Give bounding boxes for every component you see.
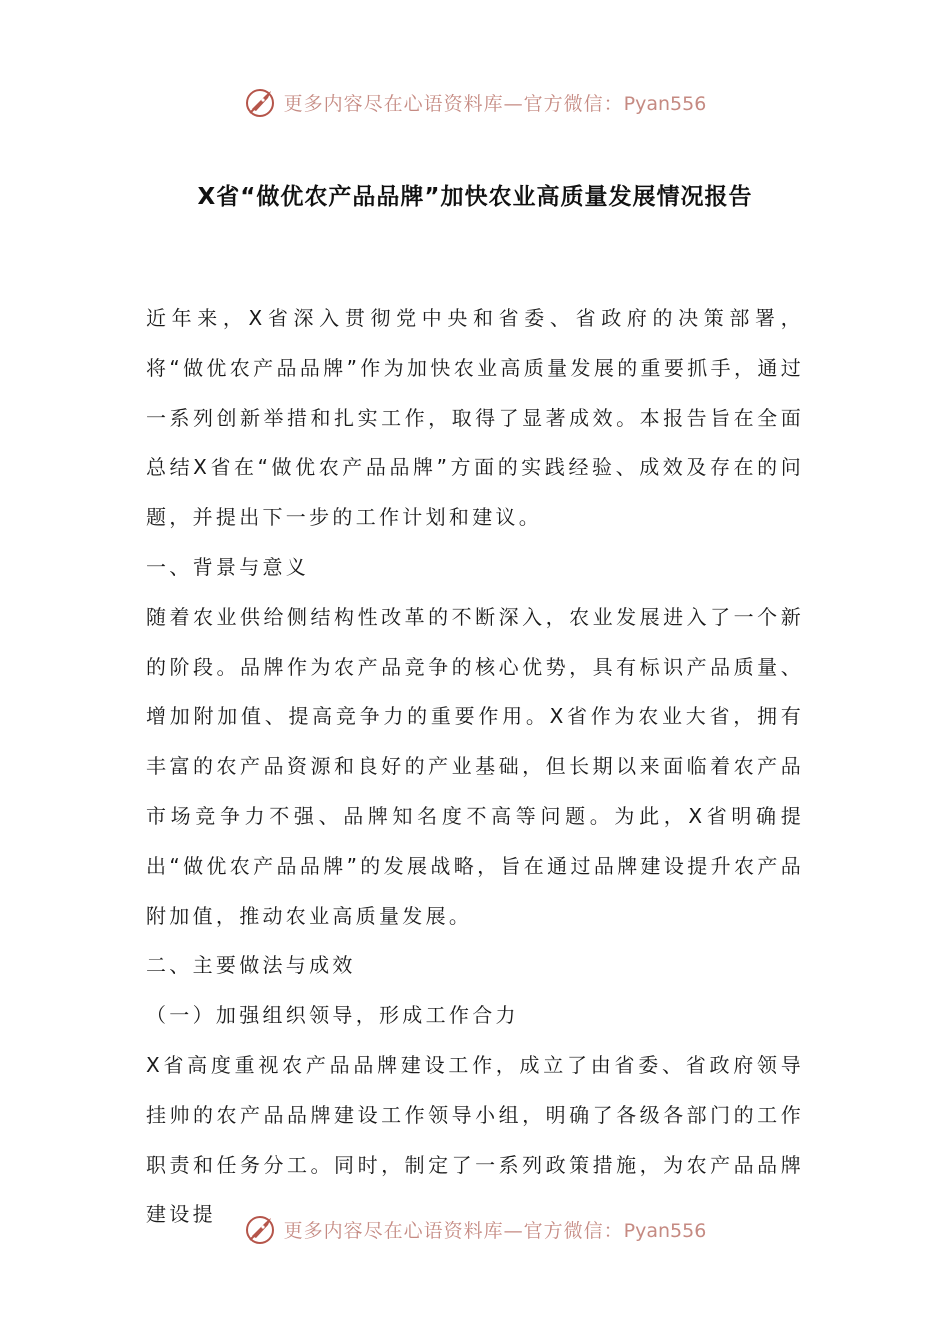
organization-paragraph: X省高度重视农产品品牌建设工作，成立了由省委、省政府领导挂帅的农产品品牌建设工作领导小组，明确了各级各部门的工作职责和任务分工。同时，制定了一系列政策措施，为农产品品牌建设提 <box>146 1052 804 1227</box>
document-title: X省“做优农产品品牌”加快农业高质量发展情况报告 <box>197 184 753 210</box>
section-heading-measures: 二、主要做法与成效 <box>146 953 356 978</box>
watermark-text-cn: 更多内容尽在心语资料库—官方微信： <box>283 92 624 115</box>
section-heading-background: 一、背景与意义 <box>146 554 310 579</box>
watermark-text <box>284 1216 707 1243</box>
watermark-wechat-id: Pyan556 <box>623 1219 707 1242</box>
watermark-footer <box>0 1209 950 1249</box>
subsection-heading-organization: （一）加强组织领导，形成工作合力 <box>146 1003 519 1028</box>
pen-nib-circle-icon <box>244 1212 278 1246</box>
watermark-text-cn: 更多内容尽在心语资料库—官方微信： <box>283 1219 624 1242</box>
watermark-header <box>0 82 950 122</box>
background-paragraph: 随着农业供给侧结构性改革的不断深入，农业发展进入了一个新的阶段。品牌作为农产品竞争的核心优势，具有标识产品质量、增加附加值、提高竞争力的重要作用。X省作为农业大省，拥有丰富的农产品资源和良好的产业基础，但长期以来面临着农产品市场竞争力不强、品牌知名度不高等问题。为此，X省明确提出“做优农产品品牌”的发展战略，旨在通过品牌建设提升农产品附加值，推动农业高质量发展。 <box>146 604 804 928</box>
document-body <box>146 294 804 1240</box>
intro-paragraph: 近年来，X省深入贯彻党中央和省委、省政府的决策部署，将“做优农产品品牌”作为加快农业高质量发展的重要抓手，通过一系列创新举措和扎实工作，取得了显著成效。本报告旨在全面总结X省在“做优农产品品牌”方面的实践经验、成效及存在的问题，并提出下一步的工作计划和建议。 <box>146 306 804 530</box>
pen-nib-circle-icon <box>244 85 278 119</box>
watermark-wechat-id: Pyan556 <box>623 92 707 115</box>
watermark-text <box>284 89 707 116</box>
